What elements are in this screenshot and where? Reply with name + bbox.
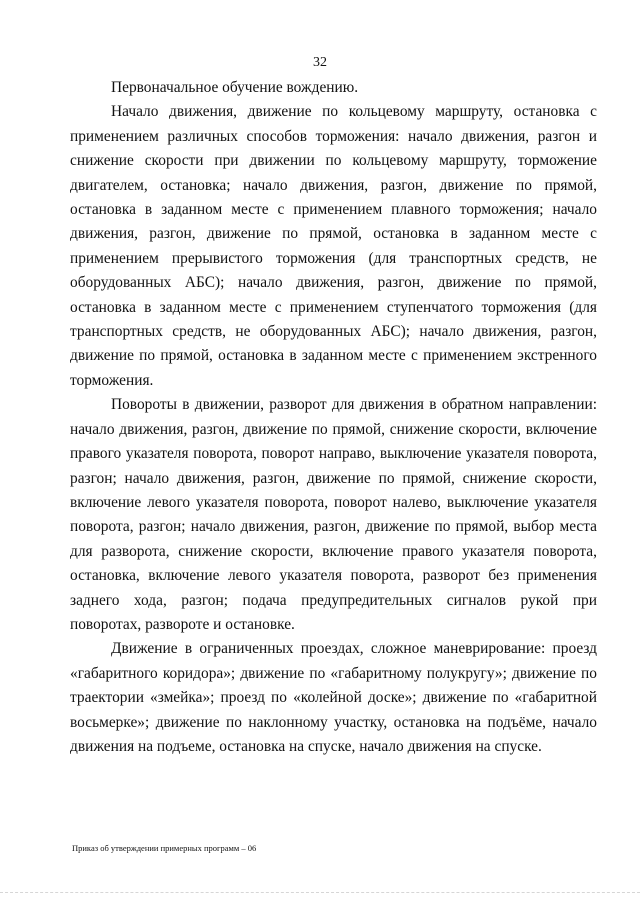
- paragraph-turns: Повороты в движении, разворот для движения в обратном направлении: начало движения, разгон, движение по прямой, снижение скорости, включение правого указателя поворота, поворот направо, выключение указателя поворота, разгон; начало движения, разгон, движение по прямой, снижение скорости, включение левого указателя поворота, поворот налево, выключение указателя поворота, разгон; начало движения, разгон, движение по прямой, выбор места для разворота, снижение скорости, включение правого указателя поворота, остановка, включение левого указателя поворота, разворот без применения заднего хода, разгон; подача предупредительных сигналов рукой при поворотах, развороте и остановке.: [70, 396, 597, 633]
- footer-note: Приказ об утверждении примерных программ – 06: [72, 843, 257, 853]
- scan-edge-divider: [0, 892, 640, 899]
- section-heading: Первоначальное обучение вождению.: [111, 79, 359, 96]
- paragraph-maneuvering: Движение в ограниченных проездах, сложное маневрирование: проезд «габаритного коридора»; движение по «габаритному полукругу»; движение по траектории «змейка»; проезд по «колейной доске»; движение по «габаритной восьмерке»; движение по наклонному участку, остановка на подъёме, начало движения на подъеме, остановка на спуске, начало движения на спуске.: [70, 640, 597, 755]
- document-body: [70, 76, 597, 759]
- page-number: 32: [313, 55, 327, 70]
- paragraph-basic-driving: Начало движения, движение по кольцевому маршруту, остановка с применением различных способов торможения: начало движения, разгон и снижение скорости при движении по кольцевому маршруту, торможение двигателем, остановка; начало движения, разгон, движение по прямой, остановка в заданном месте с применением плавного торможения; начало движения, разгон, движение по прямой, остановка в заданном месте с применением прерывистого торможения (для транспортных средств, не оборудованных АБС); начало движения, разгон, движение по прямой, остановка в заданном месте с применением ступенчатого торможения (для транспортных средств, не оборудованных АБС); начало движения, разгон, движение по прямой, остановка в заданном месте с применением экстренного торможения.: [70, 103, 597, 389]
